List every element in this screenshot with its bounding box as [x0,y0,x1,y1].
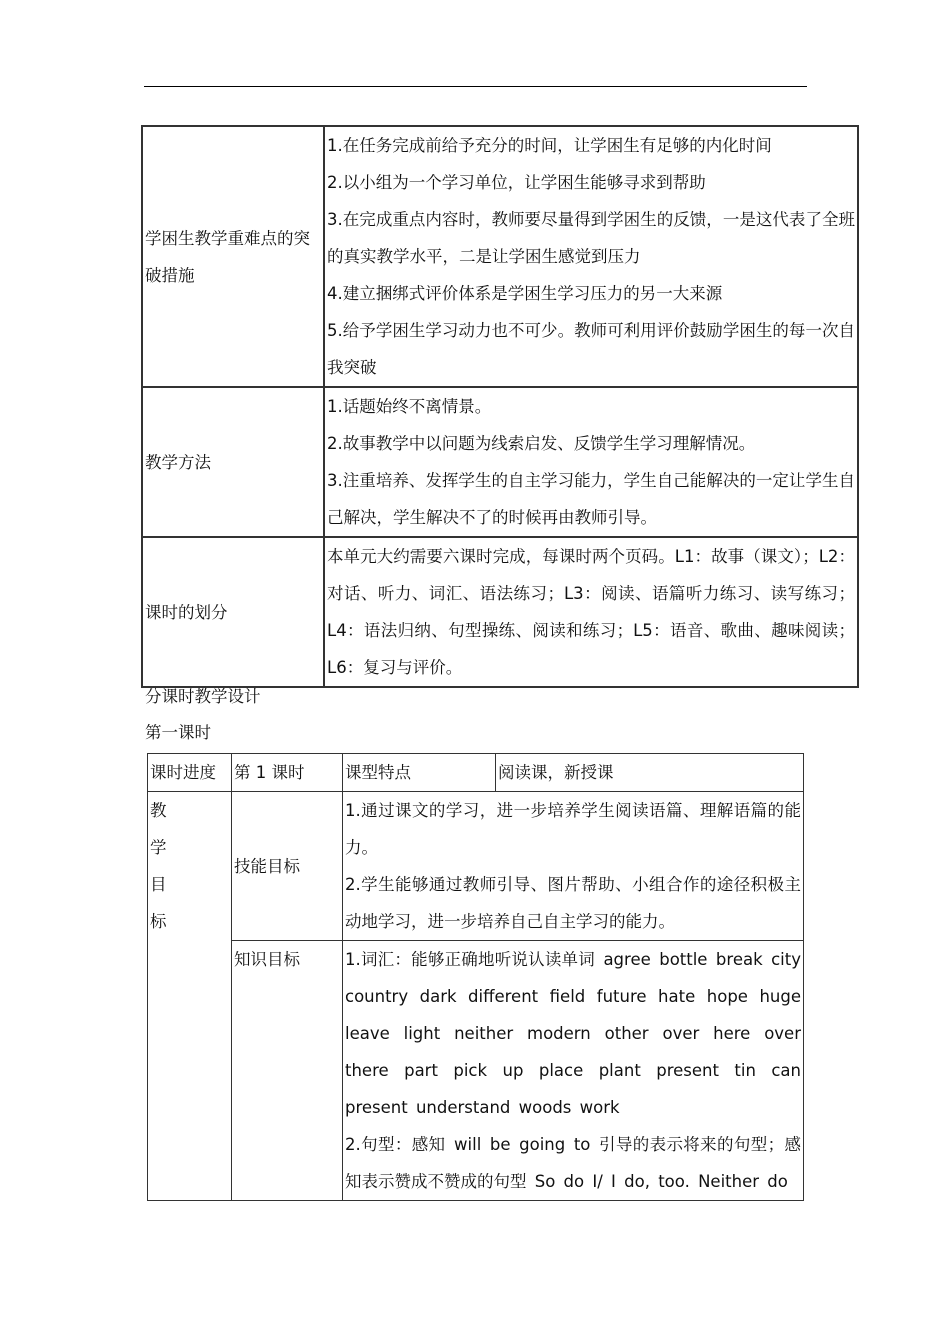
table-row [148,754,804,792]
lesson-table [147,753,804,1201]
lesson-title: 第一课时 [145,723,211,742]
objectives-label: 教 学 目 标 [148,792,232,1201]
table-row [142,126,858,387]
row-content [324,387,858,537]
list-item: 3.在完成重点内容时，教师要尽量得到学困生的反馈，一是这代表了全班的真实教学水平，二是让学困生感觉到压力 [327,210,855,266]
table-row [142,537,858,687]
header-cell: 课时进度 [148,754,232,792]
row-label: 课时的划分 [142,537,324,687]
knowledge-content [343,941,804,1201]
list-item: 1.在任务完成前给予充分的时间，让学困生有足够的内化时间 [327,136,772,155]
list-item: 1.通过课文的学习，进一步培养学生阅读语篇、理解语篇的能力。 [345,801,801,857]
header-rule [144,86,807,87]
list-item: 2.以小组为一个学习单位，让学困生能够寻求到帮助 [327,173,706,192]
row-label: 教学方法 [142,387,324,537]
table-row [148,792,804,941]
list-item: 1.词汇：能够正确地听说认读单词 agree bottle break city country dark different field future hate hope huge leave light neither modern other over here over there part pick up place plant present tin can present understand woods work [345,950,801,1117]
header-cell: 课型特点 [343,754,496,792]
skill-label: 技能目标 [232,792,343,941]
list-item: 2.故事教学中以问题为线索启发、反馈学生学习理解情况。 [327,434,756,453]
list-item: 本单元大约需要六课时完成，每课时两个页码。L1：故事（课文）；L2：对话、听力、词汇、语法练习；L3：阅读、语篇听力练习、读写练习；L4：语法归纳、句型操练、阅读和练习；L5：语音、歌曲、趣味阅读；L6：复习与评价。 [327,547,855,677]
header-cell: 阅读课，新授课 [496,754,804,792]
measures-table [141,125,859,688]
list-item: 5.给予学困生学习动力也不可少。教师可利用评价鼓励学困生的每一次自我突破 [327,321,855,377]
section-title: 分课时教学设计 [145,687,261,706]
header-cell: 第 1 课时 [232,754,343,792]
list-item: 4.建立捆绑式评价体系是学困生学习压力的另一大来源 [327,284,723,303]
table-row [148,941,804,1201]
row-content [324,126,858,387]
knowledge-label: 知识目标 [232,941,343,1201]
skill-content [343,792,804,941]
list-item: 2.句型：感知 will be going to 引导的表示将来的句型；感知表示赞成不赞成的句型 So do I/ I do, too. Neither do [345,1135,801,1191]
row-label: 学困生教学重难点的突破措施 [142,126,324,387]
row-content [324,537,858,687]
list-item: 2.学生能够通过教师引导、图片帮助、小组合作的途径积极主动地学习，进一步培养自己自主学习的能力。 [345,875,801,931]
list-item: 1.话题始终不离情景。 [327,397,492,416]
table-row [142,387,858,537]
list-item: 3.注重培养、发挥学生的自主学习能力，学生自己能解决的一定让学生自己解决，学生解决不了的时候再由教师引导。 [327,471,855,527]
